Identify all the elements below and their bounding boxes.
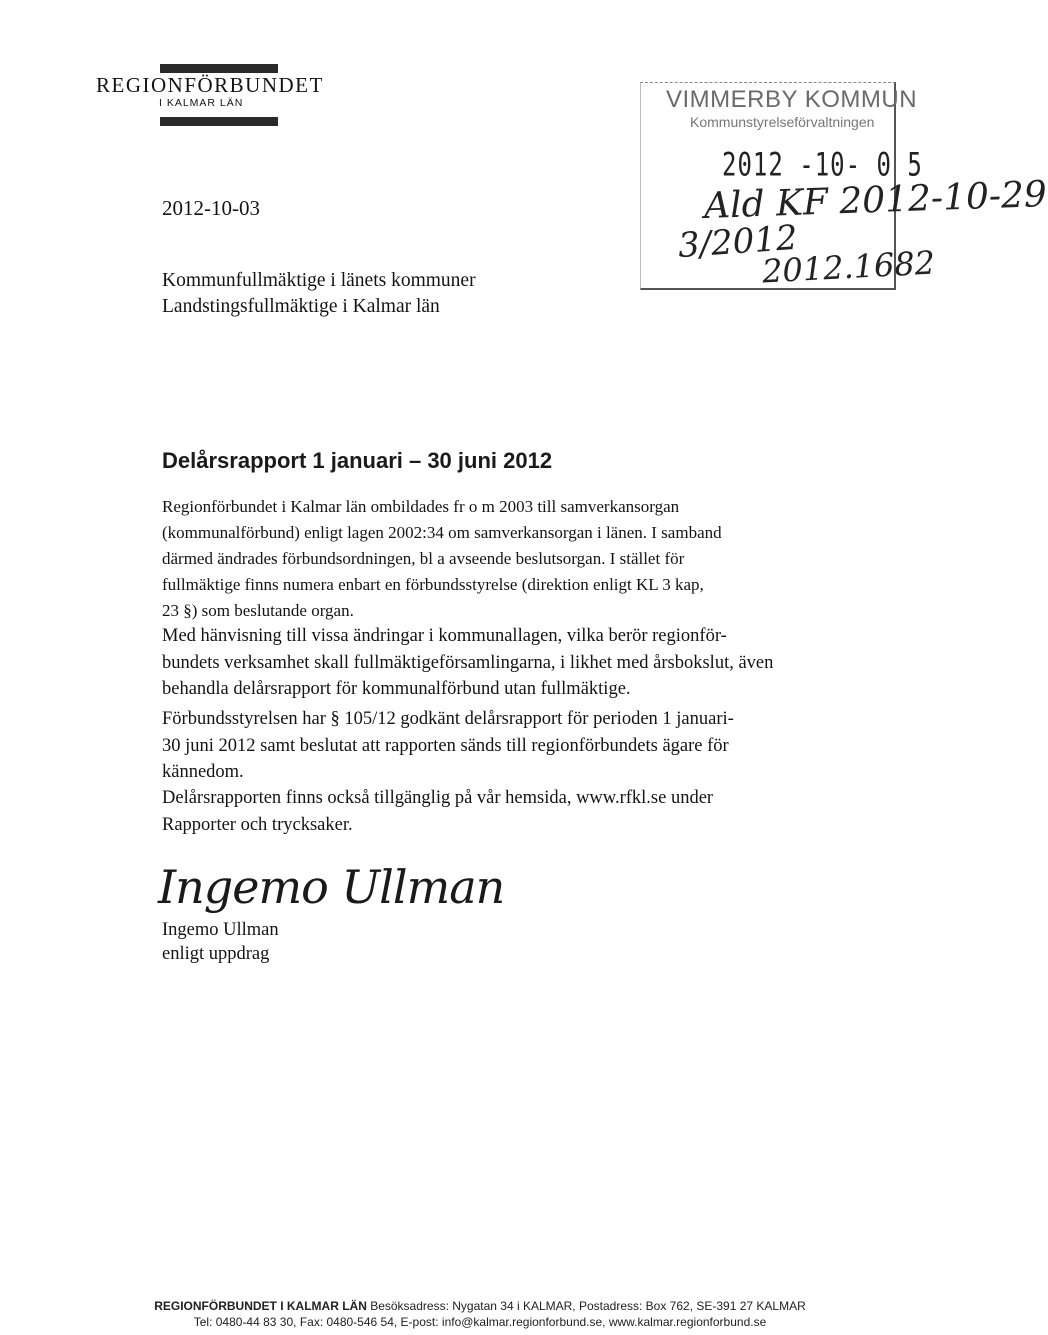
stamp-handwritten-num: 3/2012 <box>676 217 799 267</box>
signatory <box>162 918 279 966</box>
letter-heading: Delårsrapport 1 januari – 30 juni 2012 <box>162 448 553 473</box>
paragraph-3 <box>162 706 822 786</box>
text-line: Delårsrapporten finns också tillgänglig på vår hemsida, www.rfkl.se under <box>162 788 714 808</box>
signatory-role: enligt uppdrag <box>162 944 270 964</box>
text-line: därmed ändrades förbundsordningen, bl a avseende beslutsorgan. I stället för <box>162 549 685 568</box>
text-line: 30 juni 2012 samt beslutat att rapporten sänds till regionförbundets ägare för <box>162 735 729 756</box>
text-line: 23 §) som beslutande organ. <box>162 601 354 620</box>
recipient-line: Kommunfullmäktige i länets kommuner <box>162 270 476 291</box>
text-line: (kommunalförbund) enligt lagen 2002:34 om samverkansorgan i länen. I samband <box>162 523 722 542</box>
text-line: Med hänvisning till vissa ändringar i kommunallagen, vilka berör regionför- <box>162 626 727 646</box>
stamp-handwritten-dnr: 2012.1682 <box>761 243 936 291</box>
org-logo-subtitle: I KALMAR LÄN <box>159 97 244 109</box>
recipient-line: Landstingsfullmäktige i Kalmar län <box>162 296 440 317</box>
text-line: Rapporter och trycksaker. <box>162 814 353 835</box>
stamp-subtitle: Kommunstyrelseförvaltningen <box>690 114 875 130</box>
text-line: Förbundsstyrelsen har § 105/12 godkänt delårsrapport för perioden 1 januari- <box>162 709 734 729</box>
text-line: Regionförbundet i Kalmar län ombildades fr o m 2003 till samverkansorgan <box>162 497 680 516</box>
text-line: bundets verksamhet skall fullmäktigeförsamlingarna, i likhet med årsbokslut, även <box>162 652 774 673</box>
logo-bar-top <box>160 64 278 73</box>
paragraph-2 <box>162 623 822 703</box>
logo-bar-bottom <box>160 117 278 126</box>
stamp-title: VIMMERBY KOMMUN <box>666 86 918 113</box>
footer-line-2: Tel: 0480-44 83 30, Fax: 0480-546 54, E-post: info@kalmar.regionforbund.se, www.kalmar.regionforbund.se <box>193 1315 767 1329</box>
paragraph-4 <box>162 785 822 838</box>
footer-address: Besöksadress: Nygatan 34 i KALMAR, Postadress: Box 762, SE-391 27 KALMAR <box>366 1299 806 1313</box>
text-line: fullmäktige finns numera enbart en förbundsstyrelse (direktion enligt KL 3 kap, <box>162 575 704 594</box>
footer-org: REGIONFÖRBUNDET I KALMAR LÄN <box>154 1299 367 1313</box>
text-line: kännedom. <box>162 762 244 782</box>
letter-date: 2012-10-03 <box>162 196 260 220</box>
recipients <box>162 268 476 320</box>
text-line: behandla delårsrapport för kommunalförbund utan fullmäktige. <box>162 679 631 699</box>
stamp-handwritten-ref: Ald KF 2012-10-29 <box>703 174 1048 227</box>
stamp-date: 2012 -10- 0 5 <box>722 146 923 184</box>
signatory-name: Ingemo Ullman <box>162 920 279 940</box>
footer-line-1 <box>0 1298 960 1314</box>
page-footer <box>0 1298 960 1330</box>
org-logo-name: REGIONFÖRBUNDET <box>96 73 324 97</box>
handwritten-signature: Ingemo Ullman <box>158 860 505 914</box>
paragraph-1 <box>162 494 812 624</box>
